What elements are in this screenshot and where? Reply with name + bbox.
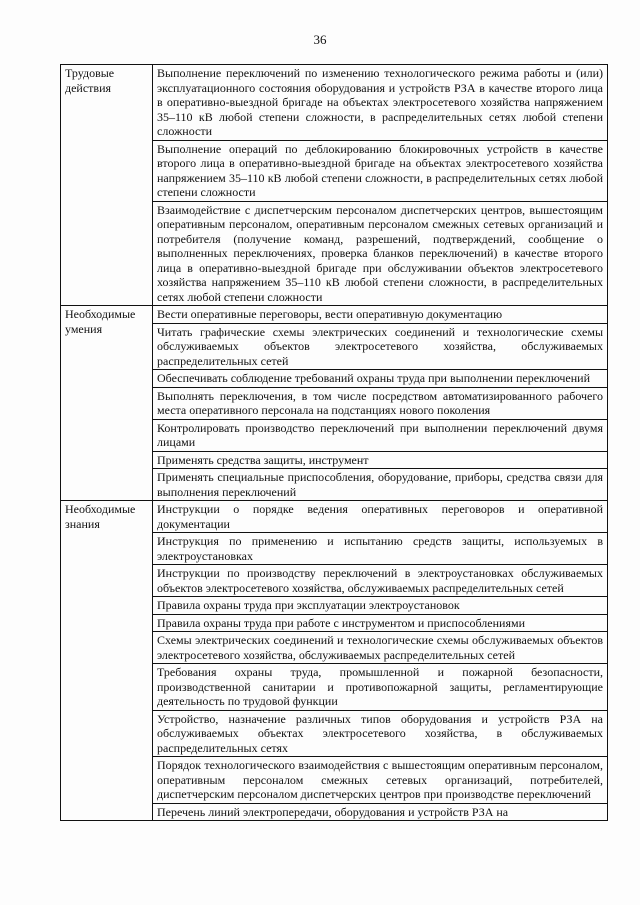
- table-cell: Обеспечивать соблюдение требований охраны труда при выполнении переключений: [153, 370, 608, 388]
- table-cell: Взаимодействие с диспетчерским персоналом диспетчерских центров, вышестоящим оперативным персоналом, оперативным персоналом смежных сетевых организаций и потребителя (получение команд, разрешений, подтверждений, сообщение о выполненных переключениях, проверка бланков переключений) в качестве второго лица в оперативно-выездной бригаде при обслуживании объектов электросетевого хозяйства напряжением 35–110 кВ любой степени сложности, в распределительных сетях любой степени сложности: [153, 201, 608, 306]
- functions-table: [60, 64, 608, 821]
- table-cell: Читать графические схемы электрических соединений и технологические схемы обслуживаемых объектов электросетевого хозяйства, обслуживаемых распределительных сетей: [153, 323, 608, 370]
- table-cell: Вести оперативные переговоры, вести оперативную документацию: [153, 306, 608, 324]
- table-cell: Перечень линий электропередачи, оборудования и устройств РЗА на: [153, 803, 608, 821]
- table-row: [61, 65, 608, 141]
- table-cell: Правила охраны труда при работе с инструментом и приспособлениями: [153, 614, 608, 632]
- table-cell: Устройство, назначение различных типов оборудования и устройств РЗА на обслуживаемых объектах электросетевого хозяйства, в обслуживаемых распределительных сетях: [153, 710, 608, 757]
- category-cell: [61, 65, 153, 306]
- table-cell: Выполнение переключений по изменению технологического режима работы и (или) эксплуатационного состояния оборудования и устройств РЗА в качестве второго лица в оперативно-выездной бригаде на объектах электросетевого хозяйства напряжением 35–110 кВ любой степени сложности, в распределительных сетях любой степени сложности: [153, 65, 608, 141]
- page-number: 36: [313, 32, 327, 47]
- table-cell: Схемы электрических соединений и технологические схемы обслуживаемых объектов электросетевого хозяйства, обслуживаемых распределительных сетей: [153, 632, 608, 664]
- table-cell: Выполнение операций по деблокированию блокировочных устройств в качестве второго лица в оперативно-выездной бригаде на объектах электросетевого хозяйства напряжением 35–110 кВ любой степени сложности, в распределительных сетях любой степени сложности: [153, 140, 608, 201]
- table-cell: Требования охраны труда, промышленной и пожарной безопасности, производственной санитарии и противопожарной защиты, регламентирующие деятельность по трудовой функции: [153, 664, 608, 711]
- category-label: Необходимые умения: [65, 307, 136, 336]
- table-cell: Применять средства защиты, инструмент: [153, 451, 608, 469]
- table-cell: Выполнять переключения, в том числе посредством автоматизированного рабочего места оперативного персонала на подстанциях нового поколения: [153, 387, 608, 419]
- category-label: Необходимые знания: [65, 502, 136, 531]
- table-cell: Правила охраны труда при эксплуатации электроустановок: [153, 597, 608, 615]
- table-cell: Инструкция по применению и испытанию средств защиты, используемых в электроустановках: [153, 533, 608, 565]
- category-cell: [61, 501, 153, 821]
- table-cell: Порядок технологического взаимодействия с вышестоящим оперативным персоналом, оперативным персоналом смежных сетевых организаций, потребителей, диспетчерским персоналом диспетчерских центров при производстве переключений: [153, 757, 608, 804]
- table-cell: Контролировать производство переключений при выполнении переключений двумя лицами: [153, 419, 608, 451]
- table-row: [61, 501, 608, 533]
- table-cell: Инструкции по производству переключений в электроустановках обслуживаемых объектов электросетевого хозяйства, обслуживаемых распределительных сетей: [153, 565, 608, 597]
- table-cell: Применять специальные приспособления, оборудование, приборы, средства связи для выполнения переключений: [153, 469, 608, 501]
- table-row: [61, 306, 608, 324]
- table-cell: Инструкции о порядке ведения оперативных переговоров и оперативной документации: [153, 501, 608, 533]
- category-label: Трудовые действия: [65, 66, 115, 95]
- category-cell: [61, 306, 153, 501]
